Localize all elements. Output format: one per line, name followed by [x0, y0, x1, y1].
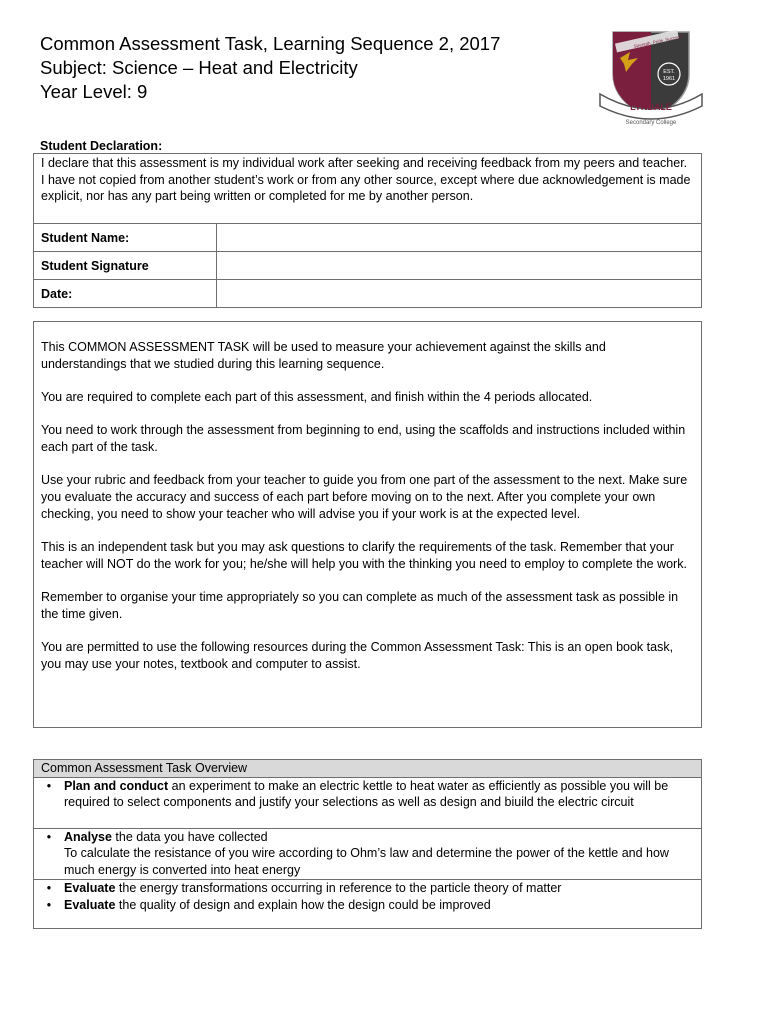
list-item: [34, 829, 701, 879]
instruction-paragraph: Use your rubric and feedback from your teacher to guide you from one part of the assessment to the next. Make sure you evaluate the accuracy and success of each part before moving on to the next. After you complete your own checking, you need to show your teacher who will advise you if your work is at the expected level.: [41, 473, 688, 521]
document-header: [40, 32, 580, 104]
student-signature-label: Student Signature: [34, 252, 217, 280]
student-name-label: Student Name:: [34, 224, 217, 252]
item-text: the energy transformations occurring in reference to the particle theory of matter: [115, 880, 562, 895]
bullet-icon: •: [46, 829, 52, 844]
item-text: the data you have collected: [111, 829, 268, 844]
overview-table: [33, 759, 702, 929]
bullet-icon: •: [46, 898, 52, 912]
overview-title: Common Assessment Task Overview: [34, 760, 702, 778]
header-title: Common Assessment Task, Learning Sequence 2, 2017: [40, 33, 501, 54]
item-verb: Analyse: [64, 829, 112, 844]
instruction-paragraph: You are permitted to use the following resources during the Common Assessment Task: This is an open book task, you may use your notes, textbook and computer to assist.: [41, 639, 674, 671]
logo-year: 1961: [662, 76, 676, 82]
student-signature-field[interactable]: [217, 252, 702, 280]
date-label: Date:: [34, 280, 217, 308]
declaration-text: I declare that this assessment is my individual work after seeking and receiving feedback from my peers and teacher. I have not copied from another student’s work or from any other source, except where due acknowledgement is made explicit, nor has any part being written or completed for me by another person.: [34, 154, 702, 224]
item-verb: Evaluate: [64, 898, 116, 912]
overview-row: [34, 879, 702, 928]
instruction-paragraph: This COMMON ASSESSMENT TASK will be used to measure your achievement against the skills and understandings that we studied during this learning sequence.: [41, 340, 606, 371]
student-name-field[interactable]: [217, 224, 702, 252]
school-crest-logo: [598, 28, 704, 126]
instruction-paragraph: Remember to organise your time appropriately so you can complete as much of the assessment task as possible in the time given.: [41, 589, 679, 621]
logo-subtitle: Secondary College: [625, 120, 677, 126]
logo-motto: Strength, Pride, Success: [633, 33, 683, 49]
list-item: [34, 880, 701, 897]
logo-est: EST.: [663, 69, 675, 75]
item-text: the quality of design and explain how the design could be improved: [115, 898, 491, 912]
instruction-paragraph: You need to work through the assessment from beginning to end, using the scaffolds and instructions included within each part of the task.: [41, 423, 686, 454]
item-verb: Evaluate: [64, 880, 116, 895]
item-verb: Plan and conduct: [64, 778, 169, 793]
logo-name: LYNDALE: [630, 102, 672, 112]
overview-row: [34, 777, 702, 828]
declaration-table: [33, 153, 702, 308]
item-subtext: To calculate the resistance of you wire according to Ohm’s law and determine the power of the kettle and how much energy is converted into heat energy: [64, 846, 669, 877]
list-item: [34, 897, 701, 914]
header-year-level: Year Level: 9: [40, 81, 148, 102]
date-field[interactable]: [217, 280, 702, 308]
instruction-paragraph: You are required to complete each part of this assessment, and finish within the 4 periods allocated.: [41, 389, 593, 404]
overview-row: [34, 828, 702, 879]
bullet-icon: •: [46, 880, 52, 895]
declaration-label: Student Declaration:: [40, 139, 163, 153]
item-text: an experiment to make an electric kettle to heat water as efficiently as possible you will be required to select components and justify your selections as well as design and biuild the electric circuit: [64, 778, 669, 809]
header-subject: Subject: Science – Heat and Electricity: [40, 57, 358, 78]
list-item: [34, 778, 701, 811]
instruction-paragraph: This is an independent task but you may ask questions to clarify the requirements of the task. Remember that your teacher will NOT do the work for you; he/she will help you with the thinking you need to employ to complete the work.: [41, 539, 687, 571]
bullet-icon: •: [46, 778, 52, 793]
instructions-box: [33, 321, 702, 728]
